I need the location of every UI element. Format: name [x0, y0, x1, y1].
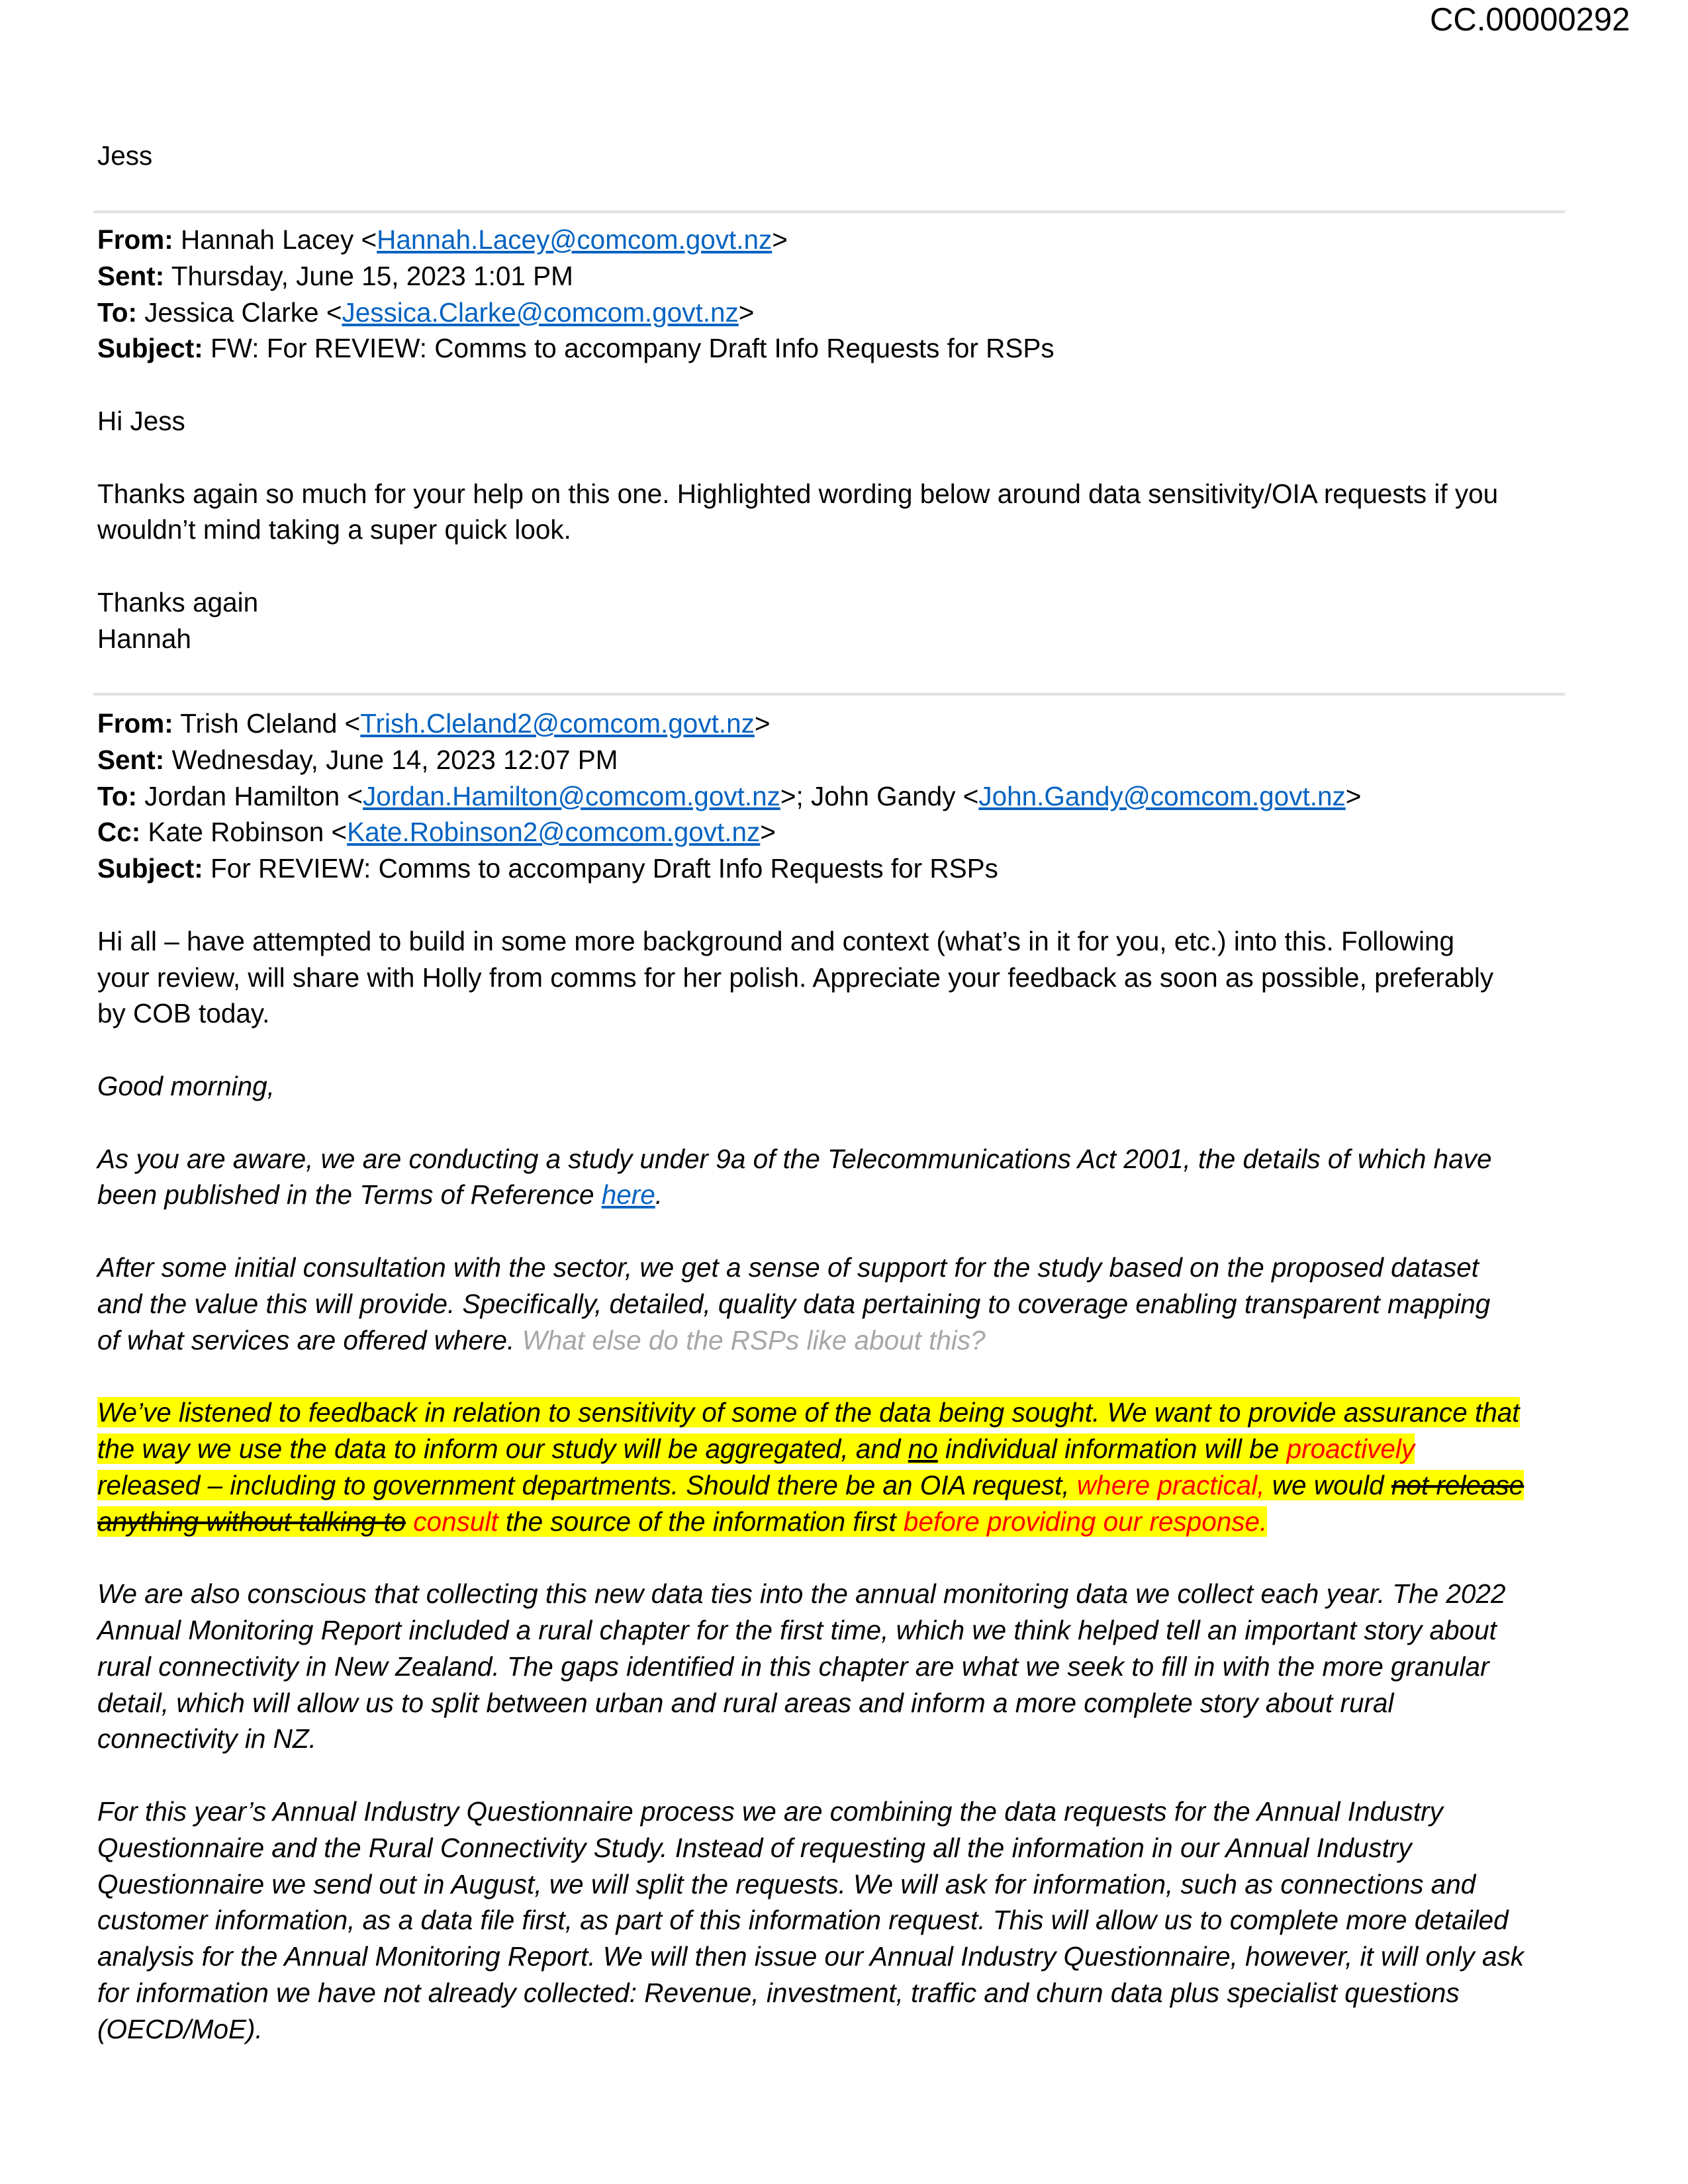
divider — [93, 210, 1565, 213]
email2 — [97, 705, 1524, 2047]
draft-line: and the value this will provide. Specifically, detailed, quality data pertaining to coverage enabling transparent mapping — [97, 1288, 1491, 1319]
draft-line: detail, which will allow us to split between urban and rural areas and inform a more complete story about rural — [97, 1687, 1394, 1718]
cc-email-link[interactable]: Kate.Robinson2@comcom.govt.nz — [347, 817, 761, 848]
from-email-link[interactable]: Hannah.Lacey@comcom.govt.nz — [377, 224, 773, 255]
to-line: To: Jessica Clarke <Jessica.Clarke@comcom.govt.nz> — [97, 296, 755, 328]
to-line: To: Jordan Hamilton <Jordan.Hamilton@comcom.govt.nz>; John Gandy <John.Gandy@comcom.govt.nz> — [97, 780, 1362, 811]
draft-line: connectivity in NZ. — [97, 1723, 316, 1754]
subject-line: Subject: For REVIEW: Comms to accompany Draft Info Requests for RSPs — [97, 853, 998, 884]
tracked-insertion: before providing our response. — [903, 1506, 1268, 1537]
sent-line: Sent: Wednesday, June 14, 2023 12:07 PM — [97, 744, 618, 775]
signature: Hannah — [97, 623, 191, 654]
from-email-link[interactable]: Trish.Cleland2@comcom.govt.nz — [360, 708, 755, 739]
highlighted-line: anything without talking to consult the source of the information first before providing our response. — [97, 1506, 1268, 1537]
draft-line: (OECD/MoE). — [97, 2013, 263, 2044]
body-line: Thanks again so much for your help on this one. Highlighted wording below around data sensitivity/OIA requests if you — [97, 478, 1499, 509]
draft-line: We are also conscious that collecting this new data ties into the annual monitoring data we collect each year. The 2022 — [97, 1578, 1506, 1610]
bates-number: CC.00000292 — [1430, 2, 1630, 38]
tracked-deletion: not release — [1391, 1469, 1524, 1500]
tracked-insertion: consult — [406, 1506, 498, 1537]
to-email-link[interactable]: Jordan.Hamilton@comcom.govt.nz — [363, 780, 780, 811]
highlighted-line: the way we use the data to inform our study will be aggregated, and no individual information will be proactively — [97, 1433, 1415, 1464]
draft-line: As you are aware, we are conducting a study under 9a of the Telecommunications Act 2001, the details of which have — [97, 1143, 1492, 1174]
draft-line: analysis for the Annual Monitoring Report. We will then issue our Annual Industry Questionnaire, however, it will only ask — [97, 1941, 1524, 1972]
draft-line: After some initial consultation with the sector, we get a sense of support for the study based on the proposed dataset — [97, 1251, 1479, 1283]
draft-line: rural connectivity in New Zealand. The gaps identified in this chapter are what we seek to fill in with the more granular — [97, 1651, 1489, 1682]
draft-line: been published in the Terms of Reference here. — [97, 1179, 663, 1210]
draft-greeting: Good morning, — [97, 1070, 275, 1101]
intro-line: by COB today. — [97, 998, 270, 1029]
draft-line: customer information, as a data file first, as part of this information request. This will allow us to complete more detailed — [97, 1905, 1509, 1936]
intro-line: Hi all – have attempted to build in some more background and context (what’s in it for you, etc.) into this. Following — [97, 925, 1455, 956]
to-email-link[interactable]: John.Gandy@comcom.govt.nz — [978, 780, 1346, 811]
reviewer-comment: What else do the RSPs like about this? — [522, 1324, 986, 1355]
body-line: wouldn’t mind taking a super quick look. — [97, 514, 571, 545]
draft-line: for information we have not already collected: Revenue, investment, traffic and churn data plus specialist questions — [97, 1977, 1460, 2008]
terms-of-reference-link[interactable]: here — [601, 1179, 655, 1210]
tracked-insertion: proactively — [1286, 1433, 1415, 1464]
greeting: Hi Jess — [97, 405, 185, 436]
draft-line: of what services are offered where. What else do the RSPs like about this? — [97, 1324, 986, 1355]
intro-line: your review, will share with Holly from comms for her polish. Appreciate your feedback as soon as possible, preferably — [97, 962, 1494, 993]
draft-line: For this year’s Annual Industry Questionnaire process we are combining the data requests for the Annual Industry — [97, 1796, 1443, 1827]
draft-message — [97, 1068, 1524, 2048]
tracked-deletion: anything without talking to — [97, 1506, 406, 1537]
draft-line: Questionnaire we send out in August, we will split the requests. We will ask for information, such as connections and — [97, 1868, 1476, 1899]
top-note: Jess — [97, 140, 153, 171]
draft-line: Questionnaire and the Rural Connectivity Study. Instead of requesting all the information in our Annual Industry — [97, 1832, 1412, 1863]
signoff: Thanks again — [97, 586, 259, 617]
email1-header — [97, 222, 1498, 657]
cc-line: Cc: Kate Robinson <Kate.Robinson2@comcom.govt.nz> — [97, 817, 776, 848]
sent-line: Sent: Thursday, June 15, 2023 1:01 PM — [97, 260, 573, 291]
subject-line: Subject: FW: For REVIEW: Comms to accompany Draft Info Requests for RSPs — [97, 333, 1055, 364]
highlighted-line: We’ve listened to feedback in relation to sensitivity of some of the data being sought. We want to provide assurance that — [97, 1397, 1520, 1428]
to-email-link[interactable]: Jessica.Clarke@comcom.govt.nz — [342, 296, 739, 328]
divider — [93, 693, 1565, 696]
from-line: From: Trish Cleland <Trish.Cleland2@comcom.govt.nz> — [97, 708, 771, 739]
from-line: From: Hannah Lacey <Hannah.Lacey@comcom.govt.nz> — [97, 224, 788, 255]
tracked-insertion: where practical, — [1076, 1469, 1265, 1500]
highlighted-line: released – including to government departments. Should there be an OIA request, where practical, we would not release — [97, 1469, 1524, 1500]
draft-line: Annual Monitoring Report included a rural chapter for the first time, which we think helped tell an important story about — [97, 1614, 1497, 1645]
